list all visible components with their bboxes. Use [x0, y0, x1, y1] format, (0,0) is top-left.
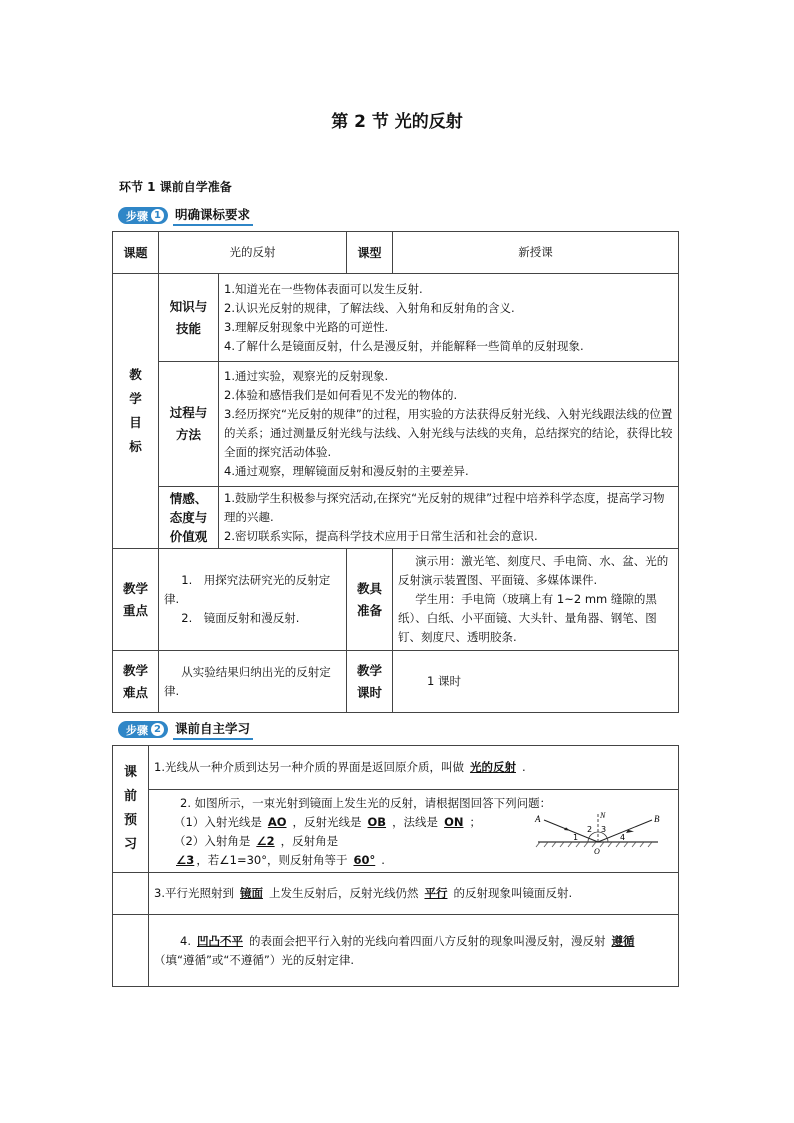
angle-4: 4 — [620, 833, 626, 842]
question-3: 3.平行光照射到 镜面 上发生反射后，反射光线仍然 平行 的反射现象叫镜面反射. — [149, 873, 679, 915]
curriculum-table — [112, 231, 679, 713]
angle-1: 1 — [573, 833, 579, 842]
process-item: 4.通过观察，理解镜面反射和漫反射的主要差异. — [224, 464, 469, 478]
label-a: A — [535, 814, 541, 824]
label-b: B — [654, 814, 660, 824]
answer-blank: AO — [267, 815, 287, 829]
tools-cell — [393, 549, 679, 651]
knowledge-label: 知识与技能 — [159, 274, 219, 362]
section-heading: 环节 1 课前自学准备 — [119, 180, 232, 194]
tools-student: 学生用：手电筒（玻璃上有 1~2 mm 缝隙的黑纸）、白纸、小平面镜、大头针、量角器、钢笔、图钉、刻度尺、透明胶条. — [398, 592, 657, 644]
type-value: 新授课 — [393, 232, 679, 274]
tools-label: 教具准备 — [347, 549, 393, 651]
knowledge-item: 2.认识光反射的规律，了解法线、入射角和反射角的含义. — [224, 300, 515, 315]
knowledge-item: 1.知道光在一些物体表面可以发生反射. — [224, 281, 423, 296]
topic-value: 光的反射 — [159, 232, 347, 274]
answer-blank: ON — [444, 815, 464, 829]
answer-blank: ∠3 — [176, 853, 195, 867]
emotion-cell — [219, 487, 679, 549]
emotion-item: 2.密切联系实际，提高科学技术应用于日常生活和社会的意识. — [224, 529, 538, 543]
preview-blank-cell — [113, 915, 149, 987]
step-1-banner — [118, 206, 253, 225]
topic-label: 课题 — [113, 232, 159, 274]
angle-3: 3 — [601, 825, 607, 834]
preview-table — [112, 745, 679, 987]
preview-label: 课前预习 — [113, 746, 149, 873]
emotion-item: 1.鼓励学生积极参与探究活动,在探究“光反射的规律”过程中培养科学态度，提高学习物理的兴趣. — [224, 491, 665, 524]
key-point: 1. 用探究法研究光的反射定律. — [164, 573, 331, 606]
process-cell — [219, 362, 679, 487]
step-badge: 步骤 1 — [118, 207, 168, 224]
step-1-title: 明确课标要求 — [173, 205, 253, 226]
label-o: O — [594, 847, 600, 856]
knowledge-item: 4.了解什么是镜面反射，什么是漫反射，并能解释一些简单的反射现象. — [224, 338, 584, 353]
process-item: 2.体验和感悟我们是如何看见不发光的物体的. — [224, 388, 458, 402]
answer-blank: 遵循 — [611, 933, 635, 948]
question-4: 4. 凹凸不平 的表面会把平行入射的光线向着四面八方反射的现象叫漫反射，漫反射 遵循（填“遵循”或“不遵循”）光的反射定律. — [149, 915, 679, 987]
step-badge: 步骤 2 — [118, 721, 168, 738]
answer-blank: 镜面 — [239, 886, 263, 900]
tools-demo: 演示用：激光笔、刻度尺、手电筒、水、盆、光的反射演示装置图、平面镜、多媒体课件. — [398, 554, 669, 587]
label-n: N — [600, 811, 606, 820]
key-label: 教学重点 — [113, 549, 159, 651]
answer-blank: 凹凸不平 — [196, 933, 243, 948]
process-item: 1.通过实验，观察光的反射现象. — [224, 369, 389, 383]
step-2-banner — [118, 720, 253, 739]
knowledge-cell — [219, 274, 679, 362]
key-points-cell — [159, 549, 347, 651]
answer-blank: 光的反射 — [469, 760, 516, 774]
answer-blank: OB — [367, 815, 387, 829]
process-label: 过程与方法 — [159, 362, 219, 487]
page-title: 第 2 节 光的反射 — [331, 112, 463, 132]
knowledge-item: 3.理解反射现象中光路的可逆性. — [224, 319, 389, 334]
type-label: 课型 — [347, 232, 393, 274]
reflection-diagram — [530, 810, 666, 858]
question-1: 1.光线从一种介质到达另一种介质的界面是返回原介质，叫做 光的反射 . — [149, 746, 679, 790]
angle-2: 2 — [587, 825, 593, 834]
question-2: 2. 如图所示，一束光射到镜面上发生光的反射，请根据图回答下列问题： （1）入射光线是 AO ，反射光线是 OB ，法线是 ON ； （2）入射角是 ∠2 ，反射角是 ∠3 ，若∠1=30°，则反射角等于 60° . A B N O 1 2 3 4 — [149, 790, 679, 873]
process-item: 3.经历探究“光反射的规律”的过程，用实验的方法获得反射光线、入射光线跟法线的位置的关系；通过测量反射光线与法线、入射光线与法线的夹角，总结探究的结论，获得比较全面的探究活动体验. — [224, 407, 673, 459]
answer-blank: 60° — [353, 853, 376, 867]
emotion-label: 情感、态度与价值观 — [159, 487, 219, 549]
goals-label: 教学目标 — [113, 274, 159, 549]
difficult-label: 教学难点 — [113, 651, 159, 713]
hours-label: 教学课时 — [347, 651, 393, 713]
hours-value: 1 课时 — [393, 651, 679, 713]
preview-blank-cell — [113, 873, 149, 915]
answer-blank: ∠2 — [256, 834, 275, 848]
difficult-value: 从实验结果归纳出光的反射定律. — [159, 651, 347, 713]
key-point: 2. 镜面反射和漫反射. — [181, 611, 300, 625]
step-2-title: 课前自主学习 — [173, 719, 253, 740]
answer-blank: 平行 — [424, 886, 448, 900]
